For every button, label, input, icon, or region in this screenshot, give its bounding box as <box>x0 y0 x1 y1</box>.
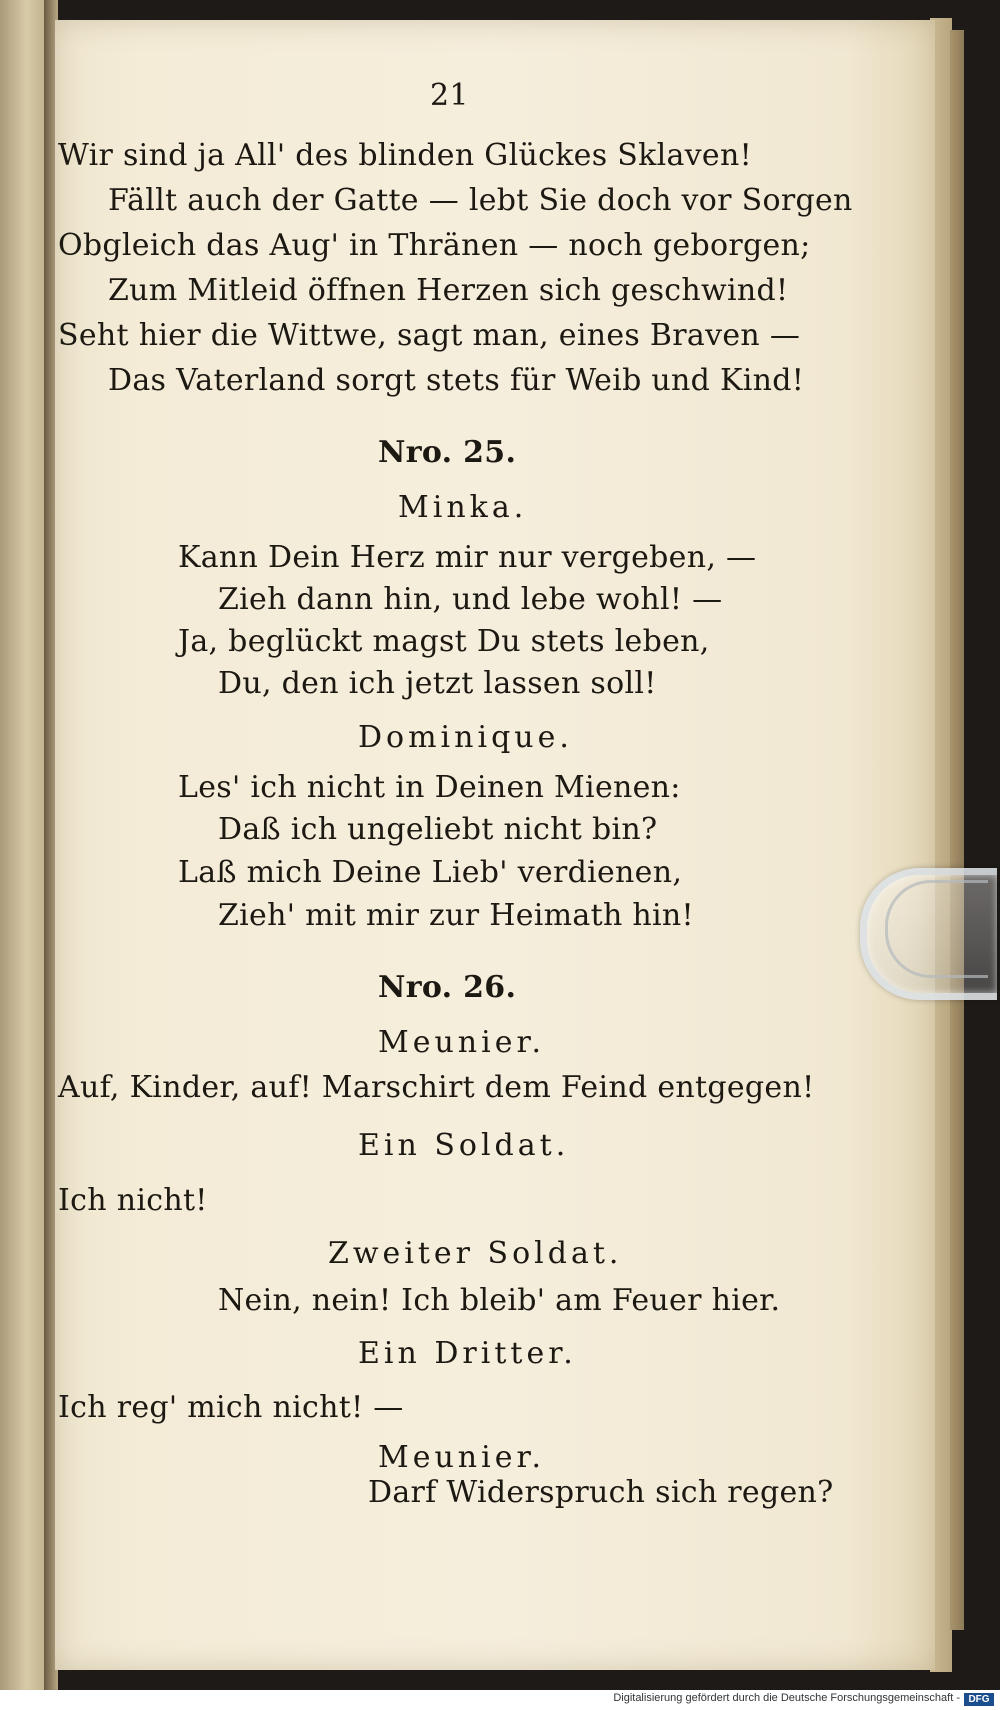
section-heading: Nro. 25. <box>378 435 517 470</box>
verse-line: Das Vaterland sorgt stets für Weib und Kind! <box>108 363 805 398</box>
speaker-name: Ein Soldat. <box>358 1128 570 1163</box>
verse-line: Obgleich das Aug' in Thränen — noch geborgen; <box>58 228 811 263</box>
speaker-name: Minka. <box>398 490 528 525</box>
speaker-name: Ein Dritter. <box>358 1336 577 1371</box>
verse-line: Fällt auch der Gatte — lebt Sie doch vor Sorgen <box>108 183 853 218</box>
verse-line: Zieh' mit mir zur Heimath hin! <box>218 898 694 933</box>
verse-line: Nein, nein! Ich bleib' am Feuer hier. <box>218 1283 781 1318</box>
verse-line: Kann Dein Herz mir nur vergeben, — <box>178 540 757 575</box>
verse-line: Du, den ich jetzt lassen soll! <box>218 666 657 701</box>
verse-line: Ich reg' mich nicht! — <box>58 1390 404 1425</box>
verse-line: Darf Widerspruch sich regen? <box>368 1475 834 1510</box>
verse-line: Auf, Kinder, auf! Marschirt dem Feind entgegen! <box>58 1070 815 1105</box>
verse-line: Ja, beglückt magst Du stets leben, <box>178 624 710 659</box>
verse-line: Les' ich nicht in Deinen Mienen: <box>178 770 681 805</box>
speaker-name: Zweiter Soldat. <box>328 1236 623 1271</box>
verse-line: Wir sind ja All' des blinden Glückes Sklaven! <box>58 138 752 173</box>
verse-line: Laß mich Deine Lieb' verdienen, <box>178 855 683 890</box>
verse-line: Daß ich ungeliebt nicht bin? <box>218 812 658 847</box>
speaker-name: Meunier. <box>378 1025 546 1060</box>
section-heading: Nro. 26. <box>378 970 517 1005</box>
dfg-logo: DFG <box>964 1693 994 1706</box>
footer-bar <box>0 1690 1000 1710</box>
verse-line: Ich nicht! <box>58 1183 208 1218</box>
speaker-name: Dominique. <box>358 720 573 755</box>
verse-line: Seht hier die Wittwe, sagt man, eines Braven — <box>58 318 801 353</box>
verse-line: Zum Mitleid öffnen Herzen sich geschwind! <box>108 273 789 308</box>
page-number: 21 <box>430 78 469 113</box>
speaker-name: Meunier. <box>378 1440 546 1475</box>
footer-credit: Digitalisierung gefördert durch die Deutsche Forschungsgemeinschaft - <box>613 1692 960 1704</box>
verse-line: Zieh dann hin, und lebe wohl! — <box>218 582 723 617</box>
